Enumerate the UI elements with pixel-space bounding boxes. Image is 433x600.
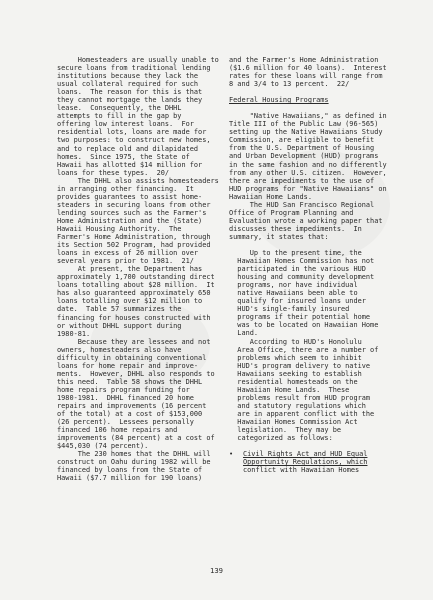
text-line: home repairs program funding for <box>57 385 190 394</box>
text-line: attempts to fill in the gap by <box>57 112 182 121</box>
text-line: loans for these types. 20/ <box>57 168 170 177</box>
text-line: lease. Consequently, the DHHL <box>57 104 182 113</box>
text-line: construct on Oahu during 1982 will be <box>57 458 211 467</box>
block-quote <box>229 249 399 442</box>
quote-line: Hawaiian Homes Commission has not <box>229 257 375 266</box>
bullet-item <box>229 450 399 474</box>
text-line: Title III of the Public Law (96-565) <box>229 120 379 129</box>
quote-line: qualify for insured loans under <box>229 297 366 306</box>
text-line: owners, homesteaders also have <box>57 345 182 354</box>
quote-line: residential homesteads on the <box>229 377 358 386</box>
text-line: loans for home repair and improve- <box>57 361 199 370</box>
quote-line: programs if their potential home <box>229 313 371 322</box>
bullet-line: Civil Rights Act and HUD Equal <box>243 450 368 459</box>
text-line: 1980-81. <box>57 329 91 338</box>
text-line: Hawaiian Home Lands. <box>229 192 312 201</box>
text-line: financed by loans from the State of <box>57 466 203 475</box>
text-line: secure loans from traditional lending <box>57 64 211 73</box>
text-line: At present, the Department has <box>57 265 203 274</box>
text-line: "Native Hawaiians," as defined in <box>229 112 387 121</box>
text-line: financed 106 home repairs and <box>57 426 178 435</box>
bullet-text <box>243 450 367 474</box>
text-line: and to replace old and dilapidated <box>57 144 199 153</box>
quote-line: are in apparent conflict with the <box>229 409 375 418</box>
right-column-intro <box>229 56 399 88</box>
quote-line: According to HUD's Honolulu <box>229 337 362 346</box>
text-line: residential lots, loans are made for <box>57 128 207 137</box>
text-line: and the Farmer's Home Administration <box>229 56 379 64</box>
left-column <box>57 56 243 482</box>
text-line: several years prior to 1981. 21/ <box>57 257 194 266</box>
text-line: provides guarantees to assist home- <box>57 192 203 201</box>
quote-line: was to be located on Hawaiian Home <box>229 321 379 330</box>
text-line: in the same fashion and no differently <box>229 160 387 169</box>
text-line: ments. However, DHHL also responds to <box>57 369 215 378</box>
bullet-line: Opportunity Regulations, which <box>243 458 368 467</box>
text-line: Evaluation wrote a working paper that <box>229 216 383 225</box>
text-line: (26 percent). Lessees personally <box>57 418 194 427</box>
quote-line: Hawaiian Home Lands. These <box>229 385 350 394</box>
quote-line: and statutory regulations which <box>229 401 366 410</box>
quote-line: Hawaiians seeking to establish <box>229 369 362 378</box>
text-line: Because they are lessees and not <box>57 337 211 346</box>
text-line: discusses these impediments. In <box>229 224 362 233</box>
text-line: its Section 502 Program, had provided <box>57 241 211 250</box>
text-line: ($1.6 million for 40 loans). Interest <box>229 64 387 73</box>
text-line: financing for houses constructed with <box>57 313 211 322</box>
text-line: of the total) at a cost of $153,000 <box>57 410 203 419</box>
page-number: 139 <box>210 566 223 575</box>
quote-line: HUD's single-family insured <box>229 305 350 314</box>
quote-line: Hawaiian Homes Commission Act <box>229 417 358 426</box>
text-line: rates for these loans will range from <box>229 72 383 81</box>
text-line: two purposes: to construct new homes, <box>57 136 211 145</box>
quote-line: HUD's program delivery to native <box>229 361 371 370</box>
quote-line: problems result from HUD program <box>229 393 371 402</box>
quote-line: Up to the present time, the <box>229 248 362 257</box>
text-line: and Urban Development (HUD) programs <box>229 152 379 161</box>
text-line: summary, it states that: <box>229 232 329 241</box>
text-line: institutions because they lack the <box>57 72 199 81</box>
text-line: HUD programs for "Native Hawaiians" on <box>229 184 387 193</box>
text-line: Office of Program Planning and <box>229 208 354 217</box>
quote-line: legislation. They may be <box>229 426 342 435</box>
quote-line: participated in the various HUD <box>229 265 366 274</box>
text-line: offering low interest loans. For <box>57 120 194 129</box>
text-line: improvements (84 percent) at a cost of <box>57 434 215 443</box>
text-line: loans in excess of 26 million over <box>57 249 199 258</box>
text-line: or without DHHL support during <box>57 321 182 330</box>
text-line: usual collateral required for such <box>57 80 199 89</box>
text-line: Hawaii Housing Authority. The <box>57 224 182 233</box>
text-line: 1980-1981. DHHL financed 20 home <box>57 393 194 402</box>
quote-line: Area Office, there are a number of <box>229 345 379 354</box>
right-column-body <box>229 112 399 241</box>
text-line: lending sources such as the Farmer's <box>57 208 207 217</box>
bullet-icon: • <box>229 450 234 459</box>
text-line: loans totalling about $28 million. It <box>57 281 215 290</box>
text-line: repairs and improvements (16 percent <box>57 402 207 411</box>
text-line: $445,030 (74 percent). <box>57 442 149 451</box>
text-line: The HUD San Francisco Regional <box>229 200 375 209</box>
text-line: The DHHL also assists homesteaders <box>57 176 219 185</box>
text-line: difficulty in obtaining conventional <box>57 353 207 362</box>
text-line: date. Table 57 summarizes the <box>57 305 182 314</box>
text-line: Home Administration and the (State) <box>57 216 203 225</box>
section-heading: Federal Housing Programs <box>229 96 329 105</box>
text-line: 8 and 3/4 to 13 percent. 22/ <box>229 80 350 89</box>
quote-line: problems which seem to inhibit <box>229 353 362 362</box>
right-column <box>229 56 399 474</box>
text-line: this need. Table 58 shows the DHHL <box>57 377 203 386</box>
quote-line: native Hawaiians been able to <box>229 289 358 298</box>
quote-line: programs, nor have individual <box>229 281 358 290</box>
text-line: approximately 1,700 outstanding direct <box>57 273 215 282</box>
text-line: homes. Since 1975, the State of <box>57 152 190 161</box>
text-line: Homesteaders are usually unable to <box>57 56 219 64</box>
quote-line: categorized as follows: <box>229 434 333 443</box>
text-line: Farmer's Home Administration, through <box>57 233 211 242</box>
quote-line: Land. <box>229 329 259 338</box>
text-line: steaders in securing loans from other <box>57 200 211 209</box>
text-line: setting up the Native Hawaiians Study <box>229 128 383 137</box>
text-line: loans. The reason for this is that <box>57 88 203 97</box>
text-line: loans totalling over $12 million to <box>57 297 203 306</box>
text-line: from any other U.S. citizen. However, <box>229 168 387 177</box>
text-line: there are impediments to the use of <box>229 176 375 185</box>
text-line: in arranging other financing. It <box>57 184 194 193</box>
quote-line: housing and community development <box>229 273 375 282</box>
text-line: has also guaranteed approximately 650 <box>57 289 211 298</box>
text-line: The 230 homes that the DHHL will <box>57 450 211 459</box>
bullet-line: conflict with Hawaiian Homes <box>243 466 360 475</box>
text-line: Hawaii ($7.7 million for 190 loans) <box>57 474 203 483</box>
text-line: Commission, are eligible to benefit <box>229 136 375 145</box>
text-line: they cannot mortgage the lands they <box>57 96 203 105</box>
text-line: from the U.S. Department of Housing <box>229 144 375 153</box>
text-line: Hawaii has allotted $14 million for <box>57 160 203 169</box>
